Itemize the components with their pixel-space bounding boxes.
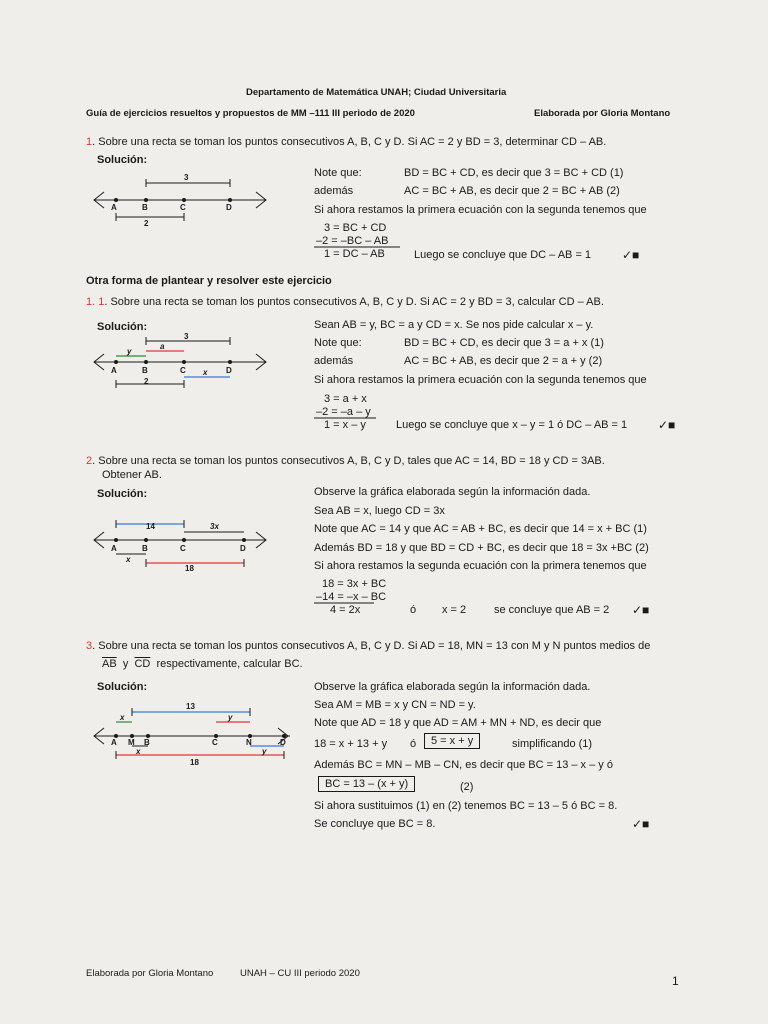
- conclusion: Luego se concluye que x – y = 1 ó DC – AB = 1: [396, 419, 628, 431]
- point-label: A: [111, 203, 117, 212]
- equation: x = 2: [442, 604, 467, 616]
- boxed-equation: BC = 13 – (x + y): [318, 776, 415, 792]
- segment-label: x: [136, 747, 141, 756]
- point-label: B: [142, 544, 148, 553]
- point-label: C: [180, 203, 186, 212]
- point-label: M: [128, 738, 135, 747]
- conjunction: y: [122, 658, 129, 670]
- problem-number: 2: [86, 455, 93, 467]
- segment-label: 3: [184, 332, 189, 341]
- problem-3-diagram: [90, 698, 290, 770]
- equation: 1 = DC – AB: [324, 248, 385, 260]
- text-line: Si ahora restamos la primera ecuación con la segunda tenemos que: [314, 204, 647, 216]
- segment-label: 3x: [210, 522, 219, 531]
- problem-1-1-statement: [86, 296, 604, 308]
- segment-label: y: [228, 713, 233, 722]
- problem-3-statement-cont: [102, 658, 303, 670]
- segment-label: x: [126, 555, 131, 564]
- problem-text: . Sobre una recta se toman los puntos consecutivos A, B, C y D. Si AC = 2 y BD = 3, calcular CD – AB.: [104, 296, 604, 308]
- text-line: Note que AC = 14 y que AC = AB + BC, es decir que 14 = x + BC (1): [314, 523, 647, 535]
- text-line: Note que:: [314, 167, 362, 179]
- problem-3-statement: [86, 640, 650, 652]
- text-line: Si ahora restamos la segunda ecuación con la primera tenemos que: [314, 560, 647, 572]
- text-line: Note que:: [314, 337, 362, 349]
- text-line: Sea AM = MB = x y CN = ND = y.: [314, 699, 476, 711]
- solution-label: Solución:: [97, 154, 148, 166]
- point-label: B: [142, 203, 148, 212]
- problem-text: respectivamente, calcular BC.: [156, 658, 303, 670]
- text-line: AC = BC + AB, es decir que 2 = BC + AB (2): [404, 185, 620, 197]
- conclusion: Luego se concluye que DC – AB = 1: [414, 249, 592, 261]
- solution-label: Solución:: [97, 488, 148, 500]
- point-label: D: [240, 544, 246, 553]
- conclusion: Se concluye que BC = 8.: [314, 818, 436, 830]
- text-line: BD = BC + CD, es decir que 3 = a + x (1): [404, 337, 604, 349]
- segment-label: a: [160, 342, 165, 351]
- solution-label: Solución:: [97, 681, 148, 693]
- problem-number: 3: [86, 640, 93, 652]
- text-line: (2): [460, 781, 474, 793]
- point-label: D: [226, 366, 232, 375]
- point-label: D: [226, 203, 232, 212]
- equation: –2 = –a – y: [316, 406, 371, 418]
- problem-text: Obtener AB.: [102, 469, 162, 481]
- problem-text: . Sobre una recta se toman los puntos consecutivos A, B, C y D, tales que AC = 14, BD = 18 y CD = 3AB.: [92, 455, 605, 467]
- text-line: Además BD = 18 y que BD = CD + BC, es decir que 18 = 3x +BC (2): [314, 542, 649, 554]
- text-line: Si ahora sustituimos (1) en (2) tenemos BC = 13 – 5 ó BC = 8.: [314, 800, 618, 812]
- solution-label: Solución:: [97, 321, 148, 333]
- point-label: B: [142, 366, 148, 375]
- footer-author: Elaborada por Gloria Montano: [86, 968, 214, 979]
- problem-1-1-diagram: [90, 330, 280, 392]
- segment-ab: $\overline{AB}$: [102, 658, 117, 670]
- text-line: ó: [410, 738, 417, 750]
- done-mark: ✓■: [632, 817, 650, 831]
- text-line: Además BC = MN – MB – CN, es decir que BC = 13 – x – y ó: [314, 759, 613, 771]
- text-line: Si ahora restamos la primera ecuación con la segunda tenemos que: [314, 374, 647, 386]
- footer-period: UNAH – CU III periodo 2020: [240, 968, 360, 979]
- segment-cd: $\overline{CD}$: [134, 658, 151, 670]
- point-label: A: [111, 544, 117, 553]
- document-subtitle: Guía de ejercicios resueltos y propuestos de MM –111 III periodo de 2020: [86, 108, 415, 119]
- segment-label: x: [203, 368, 208, 377]
- text-line: Observe la gráfica elaborada según la información dada.: [314, 681, 591, 693]
- done-mark: ✓■: [622, 248, 640, 262]
- boxed-equation: 5 = x + y: [424, 733, 480, 749]
- equation: 3 = a + x: [324, 393, 367, 405]
- point-label: C: [180, 544, 186, 553]
- text-line: AC = BC + AB, es decir que 2 = a + y (2): [404, 355, 603, 367]
- segment-label: 14: [146, 522, 155, 531]
- text-line: además: [314, 355, 354, 367]
- problem-1-statement: [86, 136, 606, 148]
- equation: 3 = BC + CD: [324, 222, 387, 234]
- problem-text: . Sobre una recta se toman los puntos consecutivos A, B, C y D. Si AD = 18, MN = 13 con M y N puntos medios de: [92, 640, 651, 652]
- segment-label: 13: [186, 702, 195, 711]
- point-label: N: [246, 738, 252, 747]
- section-heading: Otra forma de plantear y resolver este ejercicio: [86, 275, 332, 287]
- equation: –2 = –BC – AB: [316, 235, 389, 247]
- problem-2-statement: [86, 455, 605, 467]
- problem-text: . Sobre una recta se toman los puntos consecutivos A, B, C y D. Si AC = 2 y BD = 3, determinar CD – AB.: [92, 136, 607, 148]
- segment-label: 2: [144, 377, 149, 386]
- document-title: Departamento de Matemática UNAH; Ciudad Universitaria: [246, 87, 507, 98]
- point-label: B: [144, 738, 150, 747]
- page-number: 1: [672, 974, 679, 988]
- point-label: D: [280, 738, 286, 747]
- problem-2-diagram: [90, 512, 280, 574]
- text-line: BD = BC + CD, es decir que 3 = BC + CD (1): [404, 167, 624, 179]
- point-label: C: [212, 738, 218, 747]
- text-line: Observe la gráfica elaborada según la información dada.: [314, 486, 591, 498]
- point-label: A: [111, 738, 117, 747]
- done-mark: ✓■: [632, 603, 650, 617]
- segment-label: y: [262, 747, 267, 756]
- equation: 4 = 2x: [330, 604, 361, 616]
- problem-number: 1. 1: [86, 296, 105, 308]
- segment-label: 3: [184, 173, 189, 182]
- text-line: Sean AB = y, BC = a y CD = x. Se nos pide calcular x – y.: [314, 319, 594, 331]
- problem-1-diagram: [90, 170, 280, 230]
- point-label: A: [111, 366, 117, 375]
- done-mark: ✓■: [658, 418, 676, 432]
- equation: 1 = x – y: [324, 419, 366, 431]
- text-line: ó: [410, 604, 417, 616]
- segment-label: x: [120, 713, 125, 722]
- equation: –14 = –x – BC: [316, 591, 387, 603]
- problem-number: 1: [86, 136, 93, 148]
- point-label: C: [180, 366, 186, 375]
- text-line: además: [314, 185, 354, 197]
- conclusion: se concluye que AB = 2: [494, 604, 610, 616]
- text-line: Sea AB = x, luego CD = 3x: [314, 505, 445, 517]
- equation: 18 = 3x + BC: [322, 578, 387, 590]
- document-author: Elaborada por Gloria Montano: [534, 108, 671, 119]
- segment-label: 2: [144, 219, 149, 228]
- segment-label: y: [127, 347, 132, 356]
- text-line: Note que AD = 18 y que AD = AM + MN + ND, es decir que: [314, 717, 602, 729]
- segment-label: 18: [185, 564, 194, 573]
- segment-label: 18: [190, 758, 199, 767]
- text-line: simplificando (1): [512, 738, 593, 750]
- equation: 18 = x + 13 + y: [314, 738, 388, 750]
